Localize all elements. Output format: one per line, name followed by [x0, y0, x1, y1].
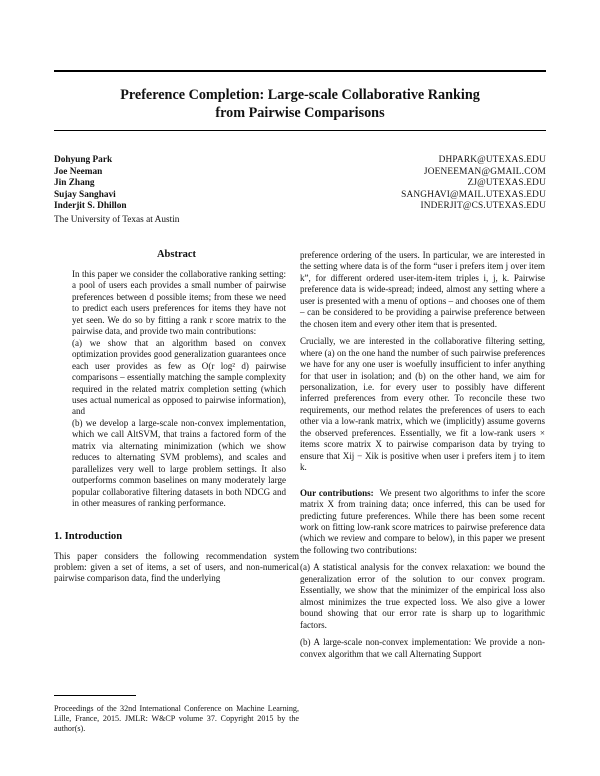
left-column	[54, 248, 299, 591]
author-email: INDERJIT@CS.UTEXAS.EDU	[420, 201, 546, 212]
author-name: Jin Zhang	[54, 178, 95, 189]
title-bottom-rule	[54, 130, 546, 131]
contribution-a: (a) A statistical analysis for the convex relaxation: we bound the generalization error of the solution to our convex program. Essentially, we show that the minimizer of the empirical loss also almost minimizes the true expected loss. We also give a lower bound showing that our error rate is sharp up to logarithmic factors.	[300, 562, 545, 630]
abstract-body	[72, 269, 286, 510]
author-name: Dohyung Park	[54, 155, 113, 165]
right-column	[300, 250, 545, 666]
proceedings-note: Proceedings of the 32nd International Conference on Machine Learning, Lille, France, 2015. JMLR: W&CP volume 37. Copyright 2015 by the author(s).	[54, 704, 299, 733]
author-row	[54, 190, 546, 202]
affiliation: The University of Texas at Austin	[54, 214, 180, 225]
title-line-2: from Pairwise Comparisons	[215, 105, 385, 121]
contributions-heading: Our contributions:	[300, 487, 374, 498]
paper-title	[54, 86, 546, 122]
author-name: Sujay Sanghavi	[54, 189, 116, 200]
author-email: DHPARK@UTEXAS.EDU	[438, 155, 546, 165]
body-paragraph: Crucially, we are interested in the collaborative filtering setting, where (a) on the one hand the number of such pairwise preferences we have for any one user is woefully insufficient to infer anything for that user in isolation; and (b) on the other hand, we aim for personalization, i.e. for every user to possibly have different inferred preferences from every other. To reconcile these two requirements, our method relates the preferences of users to each other via a low-rank matrix, which we (implicitly) assume governs the observed preferences. Essentially, we fit a low-rank users × items score matrix X to pairwise comparison data by trying to ensure that Xij − Xik is positive when user i prefers item j to item k.	[300, 336, 545, 473]
body-paragraph: preference ordering of the users. In particular, we are interested in the setting where data is of the form “user i prefers item j over item k”, for different ordered user-item-item triples i, j, k. Pairwise preference data is wide-spread; indeed, almost any setting where a user is presented with a menu of options – and chooses one of them – can be considered to be providing a pairwise preference between the chosen item and every other item that is presented.	[300, 250, 545, 329]
contributions-paragraph	[300, 488, 545, 557]
author-email: JOENEEMAN@GMAIL.COM	[423, 166, 546, 177]
abstract-paragraph: (b) we develop a large-scale non-convex implementation, which we call AltSVM, that trains a factored form of the matrix via alternating minimization (which we show reduces to alternating SVM problems), and scales and parallelizes very well to large problem settings. It also outperforms common baselines on many moderately large popular collaborative filtering datasets in both NDCG and in other measures of ranking performance.	[72, 417, 286, 509]
title-line-1: Preference Completion: Large-scale Collaborative Ranking	[120, 87, 480, 103]
footnote-rule	[54, 695, 136, 696]
author-block	[54, 155, 546, 227]
intro-paragraph: This paper considers the following recommendation system problem: given a set of items, a set of users, and non-numerical pairwise comparison data, find the underlying	[54, 550, 299, 584]
contribution-b: (b) A large-scale non-convex implementation: We provide a non-convex algorithm that we call Alternating Support	[300, 637, 545, 659]
author-row	[54, 178, 546, 190]
title-top-rule	[54, 70, 546, 72]
section-heading-introduction: 1. Introduction	[54, 530, 123, 542]
abstract-paragraph: (a) we show that an algorithm based on convex optimization provides good generalization guarantees once each user provides as few as O(r log² d) pairwise comparisons – essentially matching the sample complexity required in the related matrix completion setting (which uses actual numerical as opposed to pairwise information), and	[72, 337, 286, 417]
footnote	[54, 695, 299, 734]
author-name: Inderjit S. Dhillon	[54, 201, 127, 212]
author-row	[54, 167, 546, 179]
author-email: ZJ@UTEXAS.EDU	[467, 178, 546, 189]
contributions-text: We present two algorithms to infer the score matrix X from training data; once inferred, this can be used for predicting future preferences. While there has been some recent work on fitting low-rank score matrices to pairwise preference data (which we review and compare to below), in this paper we present the following two contributions:	[300, 487, 546, 555]
abstract-heading: Abstract	[156, 249, 197, 260]
author-row	[54, 155, 546, 167]
abstract-paragraph: In this paper we consider the collaborative ranking setting: a pool of users each provides a small number of pairwise preferences between d possible items; from these we need to predict each users preferences for items they have not yet seen. We do so by fitting a rank r score matrix to the pairwise data, and provide two main contributions:	[72, 269, 286, 337]
author-row	[54, 201, 546, 213]
author-email: SANGHAVI@MAIL.UTEXAS.EDU	[401, 189, 546, 200]
author-name: Joe Neeman	[54, 166, 103, 177]
